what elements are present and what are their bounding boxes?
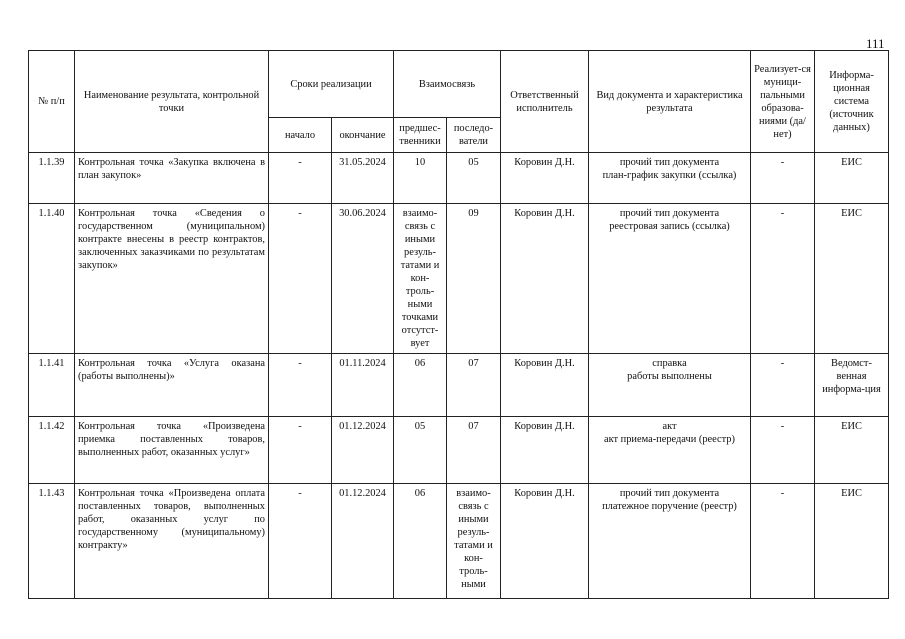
row-num: 1.1.41: [29, 354, 75, 417]
row-name: Контрольная точка «Услуга оказана (работы выполнены)»: [75, 354, 269, 417]
row-num: 1.1.42: [29, 417, 75, 484]
row-doc-detail: платежное поручение (реестр): [602, 501, 737, 512]
row-predecessors: 05: [394, 417, 447, 484]
row-municipal: -: [751, 204, 815, 354]
row-name: Контрольная точка «Произведена оплата поставленных товаров, выполненных работ, оказанных услуг по государственному (муниципальному) контракту»: [75, 484, 269, 599]
row-successors: 05: [447, 153, 501, 204]
row-doc-detail: план-график закупки (ссылка): [602, 170, 737, 181]
row-successors: 07: [447, 417, 501, 484]
row-name: Контрольная точка «Сведения о государственном (муниципальном) контракте внесены в реестр контрактов, заключенных заказчиками по результатам закупок»: [75, 204, 269, 354]
header-municipal: Реализует-ся муници-пальными образова-ниями (да/нет): [751, 51, 815, 153]
row-name: Контрольная точка «Закупка включена в план закупок»: [75, 153, 269, 204]
row-document: [589, 484, 751, 599]
row-predecessors: 06: [394, 484, 447, 599]
row-doc-type: акт: [662, 421, 677, 432]
row-document: [589, 417, 751, 484]
row-doc-type: справка: [652, 358, 687, 369]
header-terms: Сроки реализации: [269, 51, 394, 118]
table-row: [29, 484, 889, 599]
row-responsible: Коровин Д.Н.: [501, 204, 589, 354]
row-end: 30.06.2024: [332, 204, 394, 354]
row-num: 1.1.40: [29, 204, 75, 354]
row-end: 31.05.2024: [332, 153, 394, 204]
row-end: 01.12.2024: [332, 484, 394, 599]
row-start: -: [269, 153, 332, 204]
row-successors: взаимо-связь с иными резуль-татами и кон-троль-ными: [447, 484, 501, 599]
header-info-system: Информа-ционная система (источник данных): [815, 51, 889, 153]
header-successors: последо-ватели: [447, 118, 501, 153]
page-number: 111: [866, 36, 885, 51]
row-responsible: Коровин Д.Н.: [501, 153, 589, 204]
header-responsible: Ответственный исполнитель: [501, 51, 589, 153]
row-doc-type: прочий тип документа: [619, 157, 720, 168]
row-start: -: [269, 354, 332, 417]
row-doc-detail: акт приема-передачи (реестр): [604, 434, 735, 445]
row-municipal: -: [751, 484, 815, 599]
row-num: 1.1.43: [29, 484, 75, 599]
row-info-system: ЕИС: [815, 153, 889, 204]
row-end: 01.12.2024: [332, 417, 394, 484]
header-name: Наименование результата, контрольной точки: [75, 51, 269, 153]
row-responsible: Коровин Д.Н.: [501, 354, 589, 417]
row-start: -: [269, 484, 332, 599]
row-info-system: ЕИС: [815, 417, 889, 484]
table-row: [29, 354, 889, 417]
row-name: Контрольная точка «Произведена приемка поставленных товаров, выполненных работ, оказанных услуг»: [75, 417, 269, 484]
row-predecessors: взаимо-связь с иными резуль-татами и кон-троль-ными точками отсутст-вует: [394, 204, 447, 354]
table-row: [29, 204, 889, 354]
row-responsible: Коровин Д.Н.: [501, 417, 589, 484]
row-info-system: ЕИС: [815, 204, 889, 354]
header-relation: Взаимосвязь: [394, 51, 501, 118]
header-doc-type: Вид документа и характеристика результата: [589, 51, 751, 153]
row-responsible: Коровин Д.Н.: [501, 484, 589, 599]
row-predecessors: 10: [394, 153, 447, 204]
header-start: начало: [269, 118, 332, 153]
row-successors: 07: [447, 354, 501, 417]
control-points-table: [28, 50, 889, 599]
row-document: [589, 204, 751, 354]
row-municipal: -: [751, 153, 815, 204]
row-info-system: Ведомст-венная информа-ция: [815, 354, 889, 417]
row-municipal: -: [751, 417, 815, 484]
row-num: 1.1.39: [29, 153, 75, 204]
row-doc-type: прочий тип документа: [619, 488, 720, 499]
table-row: [29, 417, 889, 484]
row-predecessors: 06: [394, 354, 447, 417]
header-num: № п/п: [29, 51, 75, 153]
header-row: [29, 51, 889, 118]
header-predecessors: предшес-твенники: [394, 118, 447, 153]
row-doc-type: прочий тип документа: [619, 208, 720, 219]
row-document: [589, 153, 751, 204]
row-start: -: [269, 204, 332, 354]
row-doc-detail: реестровая запись (ссылка): [609, 221, 730, 232]
row-start: -: [269, 417, 332, 484]
row-end: 01.11.2024: [332, 354, 394, 417]
row-info-system: ЕИС: [815, 484, 889, 599]
row-municipal: -: [751, 354, 815, 417]
header-end: окончание: [332, 118, 394, 153]
row-doc-detail: работы выполнены: [627, 371, 712, 382]
table-row: [29, 153, 889, 204]
row-successors: 09: [447, 204, 501, 354]
row-document: [589, 354, 751, 417]
